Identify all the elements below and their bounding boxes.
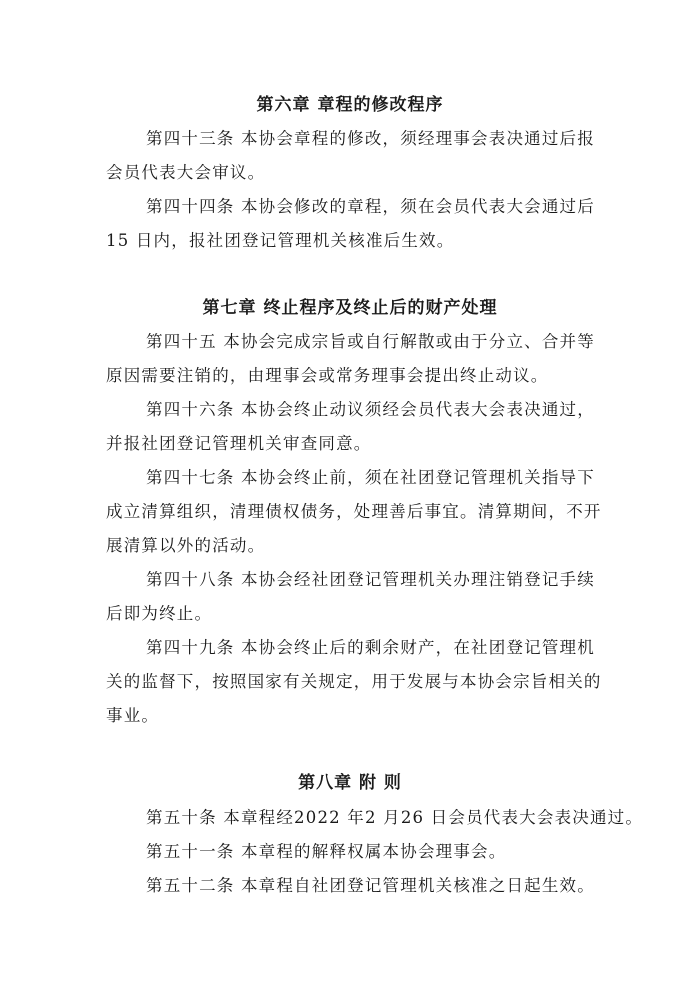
chapter6-heading: 第六章 章程的修改程序 xyxy=(256,95,444,115)
article45-line1: 第四十五 本协会完成宗旨或自行解散或由于分立、合并等 xyxy=(146,332,595,351)
article49-line3: 事业。 xyxy=(106,706,160,725)
chapter8-heading: 第八章 附 则 xyxy=(298,773,402,793)
article43-line2: 会员代表大会审议。 xyxy=(106,163,266,182)
article46-line2: 并报社团登记管理机关审查同意。 xyxy=(106,434,372,453)
article44-line1: 第四十四条 本协会修改的章程，须在会员代表大会通过后 xyxy=(146,197,595,216)
article48-line1: 第四十八条 本协会经社团登记管理机关办理注销登记手续 xyxy=(146,570,595,589)
article51-line1: 第五十一条 本章程的解释权属本协会理事会。 xyxy=(146,842,507,861)
article43-line1: 第四十三条 本协会章程的修改，须经理事会表决通过后报 xyxy=(146,129,595,148)
article47-line3: 展清算以外的活动。 xyxy=(106,536,266,555)
article49-line1: 第四十九条 本协会终止后的剩余财产，在社团登记管理机 xyxy=(146,638,595,657)
article49-line2: 关的监督下，按照国家有关规定，用于发展与本协会宗旨相关的 xyxy=(106,672,602,691)
article44-line2: 15 日内，报社团登记管理机关核准后生效。 xyxy=(106,231,455,250)
article48-line2: 后即为终止。 xyxy=(106,604,213,623)
article45-line2: 原因需要注销的，由理事会或常务理事会提出终止动议。 xyxy=(106,366,549,385)
article50-line1: 第五十条 本章程经2022 年2 月26 日会员代表大会表决通过。 xyxy=(146,808,644,827)
article47-line2: 成立清算组织，清理债权债务，处理善后事宜。清算期间，不开 xyxy=(106,502,602,521)
article47-line1: 第四十七条 本协会终止前，须在社团登记管理机关指导下 xyxy=(146,468,595,487)
article46-line1: 第四十六条 本协会终止动议须经会员代表大会表决通过， xyxy=(146,400,595,419)
chapter7-heading: 第七章 终止程序及终止后的财产处理 xyxy=(202,298,498,318)
article52-line1: 第五十二条 本章程自社团登记管理机关核准之日起生效。 xyxy=(146,876,595,895)
